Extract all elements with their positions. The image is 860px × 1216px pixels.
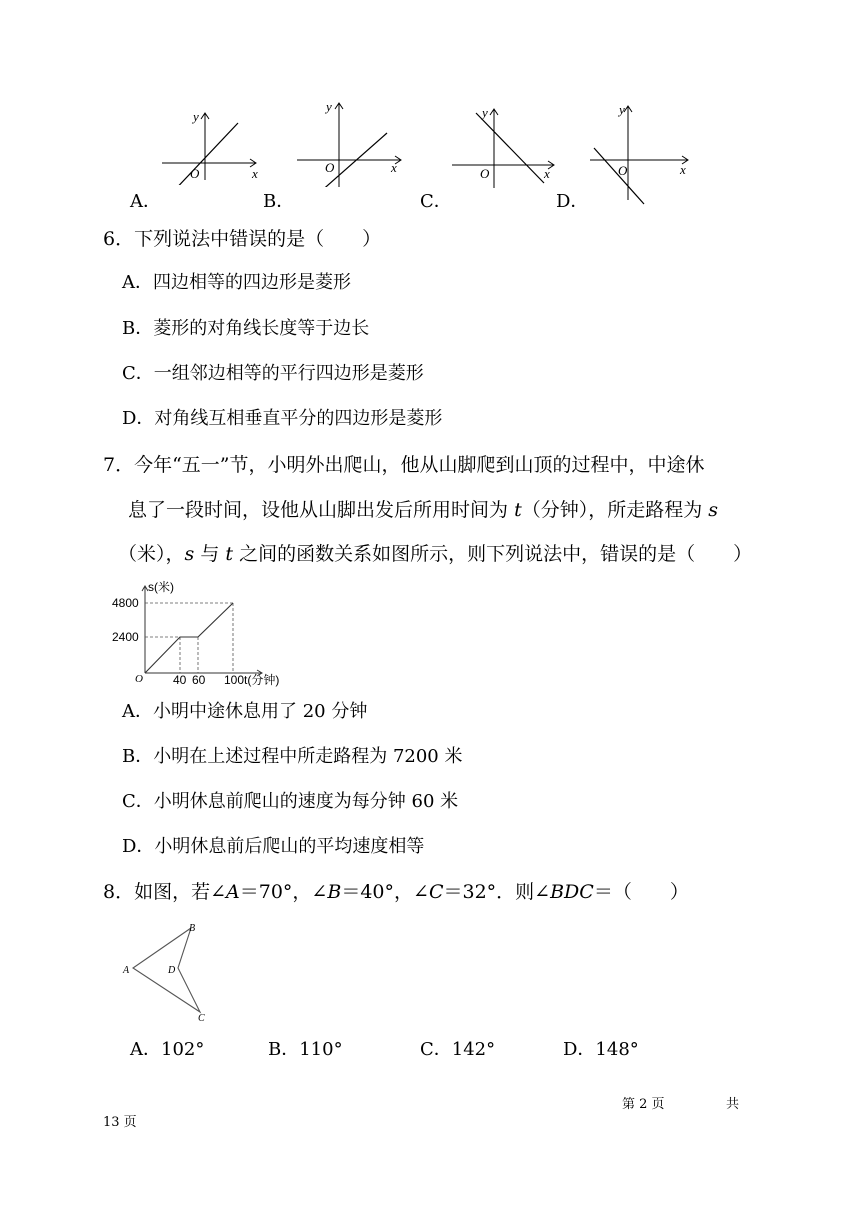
- y-axis-label: y: [619, 102, 625, 117]
- q5-graph-d: [588, 100, 693, 212]
- origin-label: O: [618, 163, 628, 178]
- q6-option-b[interactable]: B．菱形的对角线长度等于边长: [122, 318, 370, 339]
- q8-stem: 8．如图，若∠A＝70°，∠B＝40°，∠C＝32°．则∠BDC＝（ ）: [103, 881, 689, 903]
- y-axis-label: y: [326, 99, 332, 114]
- x-axis-label: x: [544, 166, 550, 181]
- page-number: 第 2 页: [622, 1097, 665, 1112]
- graph-b-svg: [295, 97, 410, 187]
- x-axis-label: x: [391, 160, 397, 175]
- q7-data-line: [145, 603, 233, 673]
- q7-stem-line1: 7．今年“五一”节，小明外出爬山，他从山脚爬到山顶的过程中，中途休: [103, 454, 705, 476]
- graph-c-svg: [450, 103, 560, 188]
- y-axis-label: y: [482, 105, 488, 120]
- q6-option-c[interactable]: C．一组邻边相等的平行四边形是菱形: [122, 363, 424, 384]
- q6-option-a[interactable]: A．四边相等的四边形是菱形: [122, 272, 351, 293]
- x-axis-label: x: [680, 162, 686, 177]
- q7-ytick-2400: 2400: [112, 630, 139, 644]
- page-total-prefix: 共: [726, 1097, 740, 1112]
- q5-graph-c: [450, 103, 560, 192]
- q7-stem-line3: （米），s 与 t 之间的函数关系如图所示，则下列说法中，错误的是（ ）: [118, 543, 753, 565]
- page-total-suffix: 13 页: [103, 1115, 137, 1130]
- q5-option-a[interactable]: A．: [130, 191, 161, 212]
- q8-figure-svg: [118, 918, 218, 1023]
- graph-d-svg: [588, 100, 693, 208]
- q8-option-b[interactable]: B．110°: [268, 1039, 343, 1060]
- vertex-d: D: [168, 965, 176, 976]
- q7-stem-line2: 息了一段时间，设他从山脚出发后所用时间为 t（分钟），所走路程为 s: [128, 499, 719, 521]
- q7-graph-svg: [112, 578, 282, 688]
- q7-xtick-40: 40: [173, 673, 187, 687]
- vertex-c: C: [198, 1013, 205, 1023]
- q5-graph-a: [160, 105, 265, 189]
- q7-xlabel: t(分钟): [244, 673, 280, 687]
- q5-option-d[interactable]: D．: [556, 191, 589, 212]
- q7-option-a[interactable]: A．小明中途休息用了 20 分钟: [122, 701, 368, 722]
- origin-label: O: [480, 166, 490, 181]
- q7-ylabel: s(米): [148, 580, 174, 594]
- graph-a-svg: [160, 105, 265, 185]
- q7-xtick-100: 100: [224, 673, 245, 687]
- y-axis-label: y: [193, 109, 199, 124]
- q7-xtick-60: 60: [192, 673, 206, 687]
- q8-option-a[interactable]: A．102°: [130, 1039, 205, 1060]
- origin-label: O: [325, 160, 335, 175]
- q7-graph: [112, 578, 282, 692]
- q5-option-b[interactable]: B．: [263, 191, 295, 212]
- q6-stem: 6．下列说法中错误的是（ ）: [103, 228, 382, 250]
- origin-label: O: [190, 166, 200, 181]
- q7-option-b[interactable]: B．小明在上述过程中所走路程为 7200 米: [122, 746, 463, 767]
- q7-option-d[interactable]: D．小明休息前后爬山的平均速度相等: [122, 836, 425, 857]
- q8-option-d[interactable]: D．148°: [563, 1039, 639, 1060]
- q7-ytick-4800: 4800: [112, 596, 139, 610]
- vertex-b: B: [189, 923, 196, 934]
- q5-graph-b: [295, 97, 410, 191]
- q8-option-c[interactable]: C．142°: [420, 1039, 496, 1060]
- vertex-a: A: [123, 965, 130, 976]
- q6-option-d[interactable]: D．对角线互相垂直平分的四边形是菱形: [122, 408, 443, 429]
- x-axis-label: x: [252, 166, 258, 181]
- q7-option-c[interactable]: C．小明休息前爬山的速度为每分钟 60 米: [122, 791, 459, 812]
- q8-figure: [118, 918, 218, 1027]
- q7-origin: O: [135, 673, 143, 685]
- q5-option-c[interactable]: C．: [420, 191, 452, 212]
